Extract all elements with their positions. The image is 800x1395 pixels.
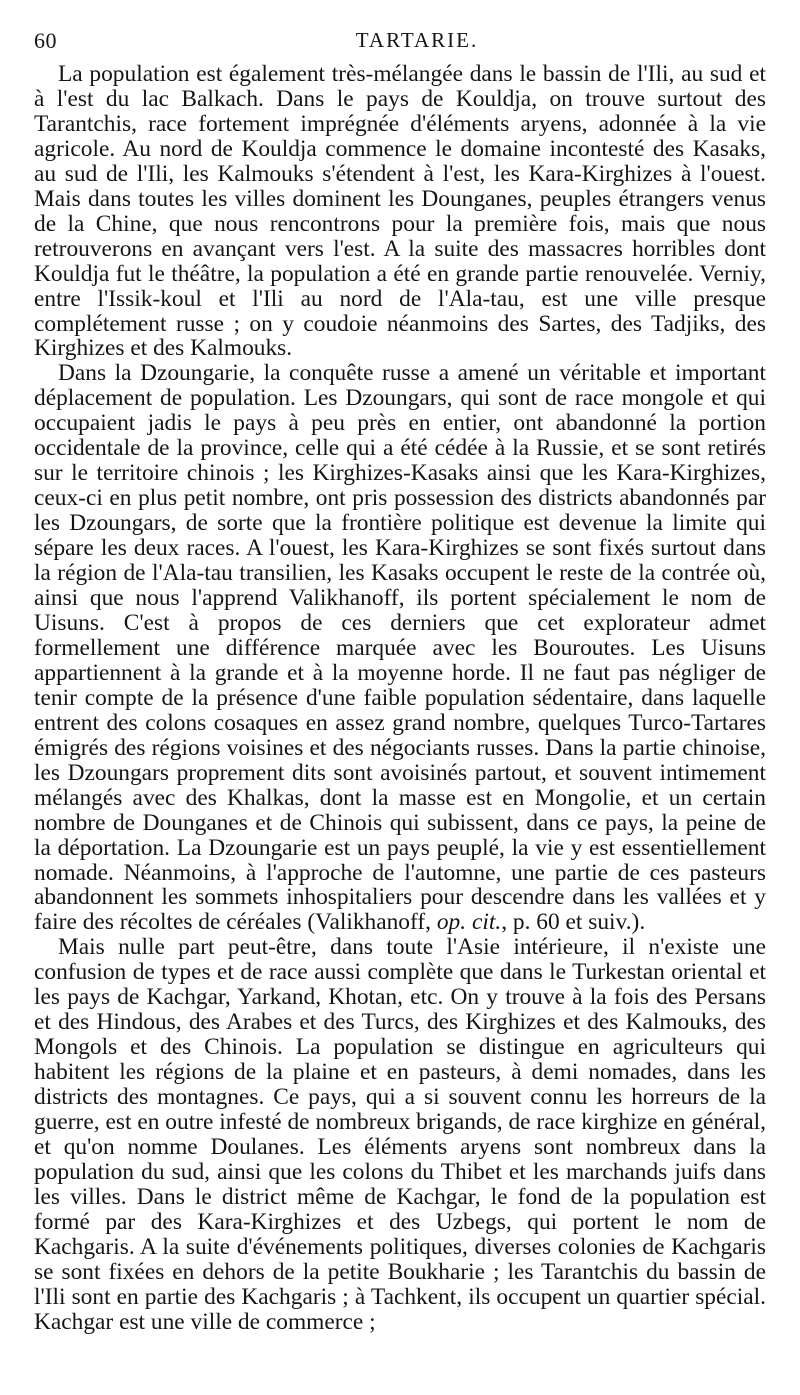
paragraph-dzoungarie-text: Dans la Dzoungarie, la conquête russe a amené un véritable et important déplacement de population. Les Dzoungars, qui sont de race mongole et qui occupaient jadis le pays à peu près en entier, ont abandonné la portion occidentale de la province, celle qui a été cédée à la Russie, et se sont retirés sur le territoire chinois ; les Kirghizes-Kasaks ainsi que les Kara-Kirghizes, ceux-ci en plus petit nombre, ont pris possession des districts abandonnés par les Dzoungars, de sorte que la frontière politique est devenue la limite qui sépare les deux races. A l'ouest, les Kara-Kirghizes se sont fixés surtout dans la région de l'Ala-tau transilien, les Kasaks occupent le reste de la contrée où, ainsi que nous l'apprend Valikhanoff, ils portent spécialement le nom de Uisuns. C'est à propos de ces derniers que cet explorateur admet formellement une différence marquée avec les Bouroutes. Les Uisuns appartiennent à la grande et à la moyenne horde. Il ne faut pas négliger de tenir compte de la présence d'une faible population sédentaire, dans laquelle entrent des colons cosaques en assez grand nombre, quelques Turco-Tartares émigrés des régions voisines et des négociants russes. Dans la partie chinoise, les Dzoungars proprement dits sont avoisinés partout, et souvent intimement mélangés avec des Khalkas, dont la masse est en Mongolie, et un certain nombre de Dounganes et de Chinois qui subissent, dans ce pays, la peine de la déportation. La Dzoungarie est un pays peuplé, la vie y est essentiellement nomade. Néanmoins, à l'approche de l'automne, une partie de ces pasteurs abandonnent les sommets inhospitaliers pour descendre dans les vallées et y faire des récoltes de céréales (Valikhanoff,: [34, 360, 766, 936]
page-number: 60: [34, 28, 57, 53]
running-title: TARTARIE.: [355, 28, 479, 52]
running-head: [34, 28, 770, 56]
paragraph-dzoungarie-ending: , p. 60 et suiv.).: [501, 909, 646, 936]
citation-op-cit: op. cit.: [436, 909, 502, 936]
paragraph-dzoungarie: [34, 361, 766, 935]
body-text: [34, 62, 766, 1335]
paragraph-ili-basin: La population est également très-mélangée dans le bassin de l'Ili, au sud et à l'est du lac Balkach. Dans le pays de Kouldja, on trouve surtout des Tarantchis, race fortement imprégnée d'éléments aryens, adonnée à la vie agricole. Au nord de Kouldja commence le domaine incontesté des Kasaks, au sud de l'Ili, les Kalmouks s'étendent à l'est, les Kara-Kirghizes à l'ouest. Mais dans toutes les villes dominent les Dounganes, peuples étrangers venus de la Chine, que nous rencontrons pour la première fois, mais que nous retrouverons en avançant vers l'est. A la suite des massacres horribles dont Kouldja fut le théâtre, la population a été en grande partie renouvelée. Verniy, entre l'Issik-koul et l'Ili au nord de l'Ala-tau, est une ville presque complétement russe ; on y coudoie néanmoins des Sartes, des Tadjiks, des Kirghizes et des Kalmouks.: [34, 61, 766, 362]
paragraph-turkestan-oriental: Mais nulle part peut-être, dans toute l'Asie intérieure, il n'existe une confusion de types et de race aussi complète que dans le Turkestan oriental et les pays de Kachgar, Yarkand, Khotan, etc. On y trouve à la fois des Persans et des Hindous, des Arabes et des Turcs, des Kirghizes et des Kalmouks, des Mongols et des Chinois. La population se distingue en agriculteurs qui habitent les régions de la plaine et en pasteurs, à demi nomades, dans les districts des montagnes. Ce pays, qui a si souvent connu les horreurs de la guerre, est en outre infesté de nombreux brigands, de race kirghize en général, et qu'on nomme Doulanes. Les éléments aryens sont nombreux dans la population du sud, ainsi que les colons du Thibet et les marchands juifs dans les villes. Dans le district même de Kachgar, le fond de la population est formé par des Kara-Kirghizes et des Uzbegs, qui portent le nom de Kachgaris. A la suite d'événements politiques, diverses colonies de Kachgaris se sont fixées en dehors de la petite Boukharie ; les Tarantchis du bassin de l'Ili sont en partie des Kachgaris ; à Tachkent, ils occupent un quartier spécial. Kachgar est une ville de commerce ;: [34, 934, 766, 1335]
